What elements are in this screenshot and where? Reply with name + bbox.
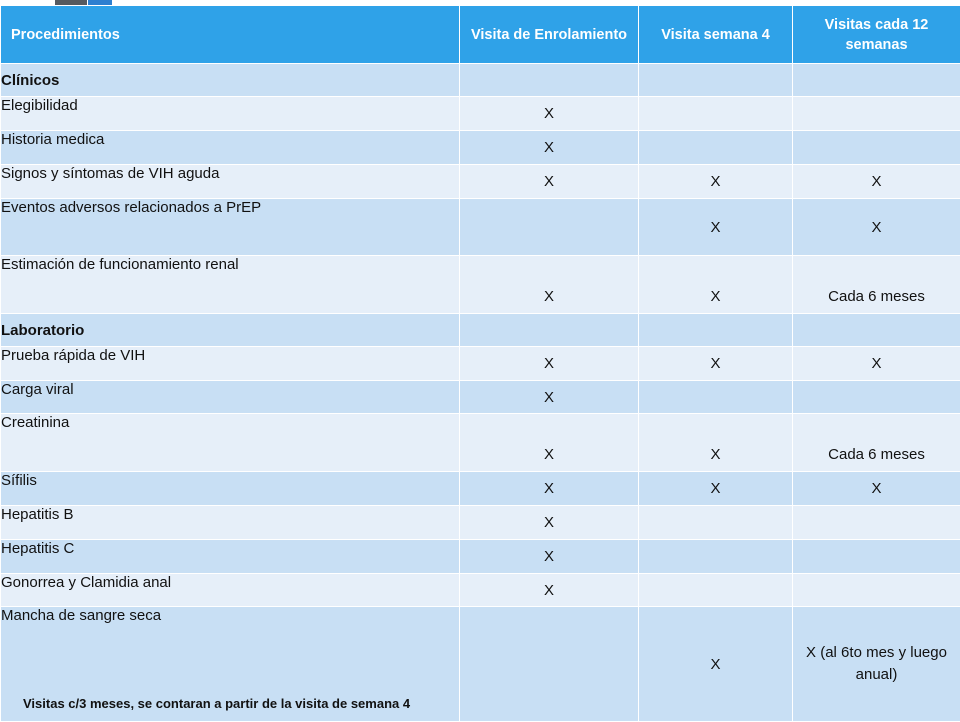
cell-week4: X (639, 165, 793, 199)
cell-week4: X (639, 256, 793, 314)
table-row (1, 506, 960, 540)
cell-every12 (793, 381, 960, 414)
cell-week4 (639, 97, 793, 131)
cell-every12: Cada 6 meses (793, 256, 960, 314)
header-week4-visit: Visita semana 4 (639, 6, 793, 64)
procedure-label: Hepatitis C (1, 540, 460, 574)
cell-enrollment: X (460, 574, 639, 607)
cell-enrollment: X (460, 131, 639, 165)
cell-enrollment (460, 199, 639, 256)
procedure-label: Mancha de sangre seca (1, 607, 459, 624)
procedure-label: Sífilis (1, 472, 460, 506)
procedure-label: Gonorrea y Clamidia anal (1, 574, 460, 607)
header-enrollment-visit: Visita de Enrolamiento (460, 6, 639, 64)
cell-enrollment: X (460, 381, 639, 414)
procedure-label: Elegibilidad (1, 97, 460, 131)
section-title: Clínicos (1, 64, 460, 97)
cell-week4: X (639, 199, 793, 256)
cell-every12 (793, 506, 960, 540)
cell-week4 (639, 540, 793, 574)
procedure-label: Estimación de funcionamiento renal (1, 256, 460, 314)
header-procedures: Procedimientos (1, 6, 460, 64)
cell-every12 (793, 97, 960, 131)
cell-enrollment: X (460, 97, 639, 131)
procedure-cell-with-footnote (1, 607, 460, 722)
procedure-label: Prueba rápida de VIH (1, 347, 460, 381)
header-every-12-weeks: Visitas cada 12 semanas (793, 6, 960, 64)
table-row (1, 414, 960, 472)
table-row (1, 131, 960, 165)
cell-enrollment: X (460, 472, 639, 506)
procedure-label: Signos y síntomas de VIH aguda (1, 165, 460, 199)
table-row (1, 347, 960, 381)
cell-every12 (793, 574, 960, 607)
procedure-label: Creatinina (1, 414, 460, 472)
table-row (1, 472, 960, 506)
procedures-schedule-table (0, 5, 960, 722)
table-row (1, 256, 960, 314)
cell-enrollment: X (460, 165, 639, 199)
cell-every12: X (793, 472, 960, 506)
procedure-label: Historia medica (1, 131, 460, 165)
cell-week4: X (639, 347, 793, 381)
procedure-label: Eventos adversos relacionados a PrEP (1, 199, 460, 256)
table-row (1, 199, 960, 256)
cell-week4 (639, 506, 793, 540)
cell-every12: X (793, 347, 960, 381)
cell-week4 (639, 574, 793, 607)
section-row-laboratorio (1, 314, 960, 347)
cell-week4 (639, 381, 793, 414)
section-row-clinicos (1, 64, 960, 97)
cell-enrollment: X (460, 414, 639, 472)
cell-enrollment: X (460, 540, 639, 574)
cell-week4: X (639, 472, 793, 506)
cell-week4: X (639, 414, 793, 472)
table-row (1, 607, 960, 722)
cell-enrollment: X (460, 256, 639, 314)
table-row (1, 540, 960, 574)
cell-every12: X (793, 199, 960, 256)
table-row (1, 97, 960, 131)
cell-week4 (639, 131, 793, 165)
table-row (1, 381, 960, 414)
cell-every12: Cada 6 meses (793, 414, 960, 472)
cell-enrollment (460, 607, 639, 722)
table-row (1, 165, 960, 199)
procedure-label: Hepatitis B (1, 506, 460, 540)
cell-every12: X (al 6to mes y luego anual) (793, 607, 960, 722)
procedure-label: Carga viral (1, 381, 460, 414)
section-title: Laboratorio (1, 314, 460, 347)
table-header-row (1, 6, 960, 64)
table-row (1, 574, 960, 607)
footnote: Visitas c/3 meses, se contaran a partir de la visita de semana 4 (23, 696, 410, 711)
cell-every12 (793, 131, 960, 165)
cell-every12: X (793, 165, 960, 199)
cell-every12 (793, 540, 960, 574)
cell-enrollment: X (460, 347, 639, 381)
cell-enrollment: X (460, 506, 639, 540)
cell-week4: X (639, 607, 793, 722)
